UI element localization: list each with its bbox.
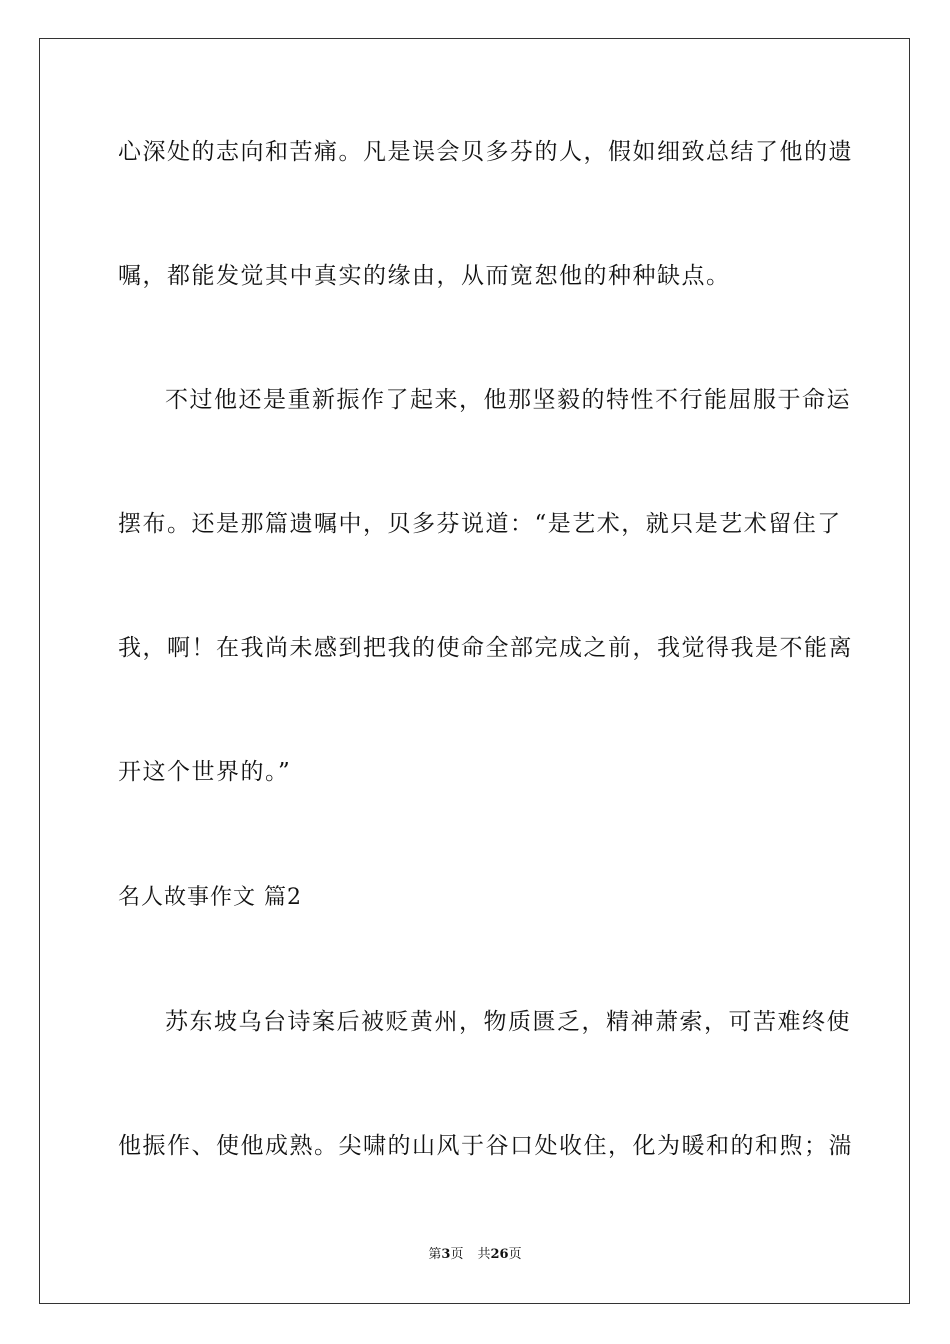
page-footer xyxy=(0,1246,950,1264)
body-line-8: 他振作、使他成熟。尖啸的山风于谷口处收住，化为暖和的和煦；湍 xyxy=(118,1133,853,1159)
footer-page-prefix: 第 xyxy=(428,1247,442,1262)
body-line-1: 心深处的志向和苦痛。凡是误会贝多芬的人，假如细致总结了他的遗 xyxy=(118,139,853,165)
footer-total-suffix: 页 xyxy=(508,1247,522,1262)
body-line-4: 摆布。还是那篇遗嘱中，贝多芬说道：“是艺术，就只是艺术留住了 xyxy=(118,511,842,537)
footer-page-number: 3 xyxy=(441,1247,451,1262)
body-line-5: 我，啊！在我尚未感到把我的使命全部完成之前，我觉得我是不能离 xyxy=(118,635,853,661)
footer-total-pages: 26 xyxy=(490,1247,509,1262)
section-heading: 名人故事作文 篇2 xyxy=(118,885,302,910)
footer-page-suffix: 页 xyxy=(450,1247,464,1262)
body-line-3: 不过他还是重新振作了起来，他那坚毅的特性不行能屈服于命运 xyxy=(165,387,851,413)
body-line-6: 开这个世界的。” xyxy=(118,759,292,785)
page-border xyxy=(39,38,910,1304)
body-line-7: 苏东坡乌台诗案后被贬黄州，物质匮乏，精神萧索，可苦难终使 xyxy=(165,1009,851,1035)
footer-total-prefix: 共 xyxy=(477,1247,491,1262)
body-line-2: 嘱，都能发觉其中真实的缘由，从而宽恕他的种种缺点。 xyxy=(118,263,731,289)
